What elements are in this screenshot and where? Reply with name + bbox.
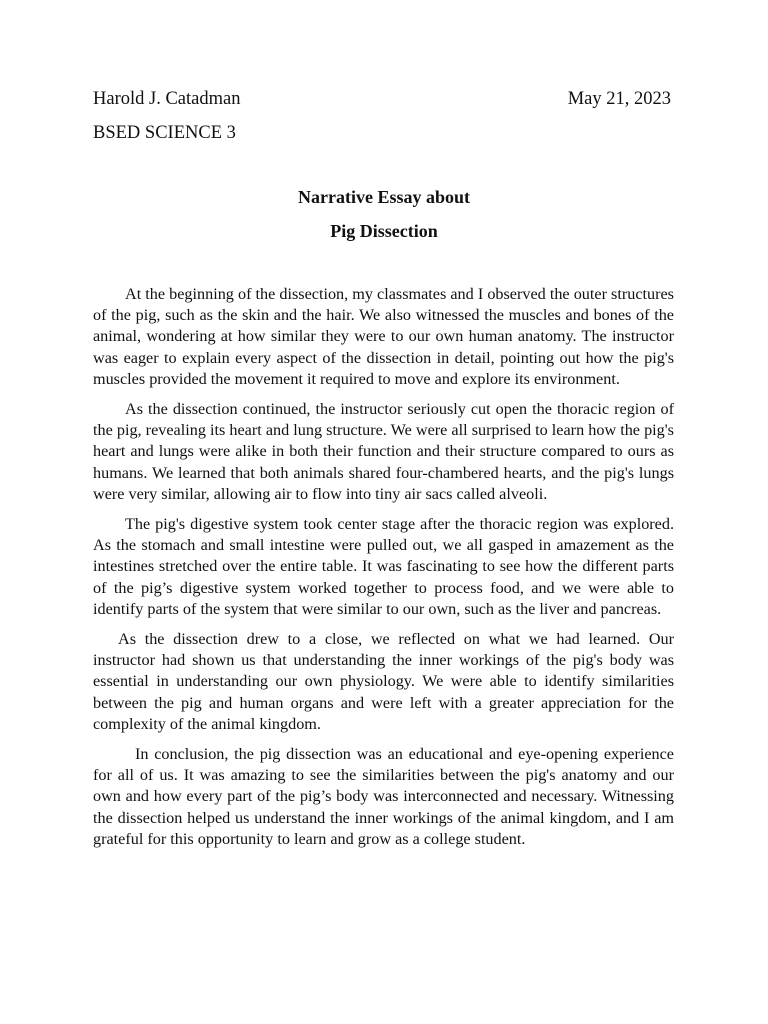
class-section: BSED SCIENCE 3	[93, 123, 236, 143]
essay-body	[93, 284, 674, 859]
paragraph: In conclusion, the pig dissection was an educational and eye-opening experience for all of us. It was amazing to see the similarities between the pig's anatomy and our own and how every part of the pig’s body was interconnected and necessary. Witnessing the dissection helped us understand the inner workings of the animal kingdom, and I am grateful for this opportunity to learn and grow as a college student.	[93, 745, 674, 848]
author-name: Harold J. Catadman	[93, 89, 241, 109]
header-row	[93, 88, 671, 110]
paragraph: The pig's digestive system took center stage after the thoracic region was explored. As the stomach and small intestine were pulled out, we all gasped in amazement as the intestines stretched over the entire table. It was fascinating to see how the different parts of the pig’s digestive system worked together to process food, and we were able to identify parts of the system that were similar to our own, such as the liver and pancreas.	[93, 515, 674, 618]
paragraph: As the dissection continued, the instructor seriously cut open the thoracic region of the pig, revealing its heart and lung structure. We were all surprised to learn how the pig's heart and lungs were alike in both their function and their structure compared to ours as humans. We learned that both animals shared four-chambered hearts, and the pig's lungs were very similar, allowing air to flow into tiny air sacs called alveoli.	[93, 400, 674, 503]
essay-title-line-1: Narrative Essay about	[298, 187, 470, 207]
essay-title-line-2: Pig Dissection	[330, 221, 438, 241]
essay-date: May 21, 2023	[567, 89, 671, 109]
paragraph: As the dissection drew to a close, we reflected on what we had learned. Our instructor had shown us that understanding the inner workings of the pig's body was essential in understanding our own physiology. We were able to identify similarities between the pig and human organs and were left with a greater appreciation for the complexity of the animal kingdom.	[93, 630, 674, 733]
paragraph: At the beginning of the dissection, my classmates and I observed the outer structures of the pig, such as the skin and the hair. We also witnessed the muscles and bones of the animal, wondering at how similar they were to our own human anatomy. The instructor was eager to explain every aspect of the dissection in detail, pointing out how the pig's muscles provided the movement it required to move and explore its environment.	[93, 285, 674, 388]
